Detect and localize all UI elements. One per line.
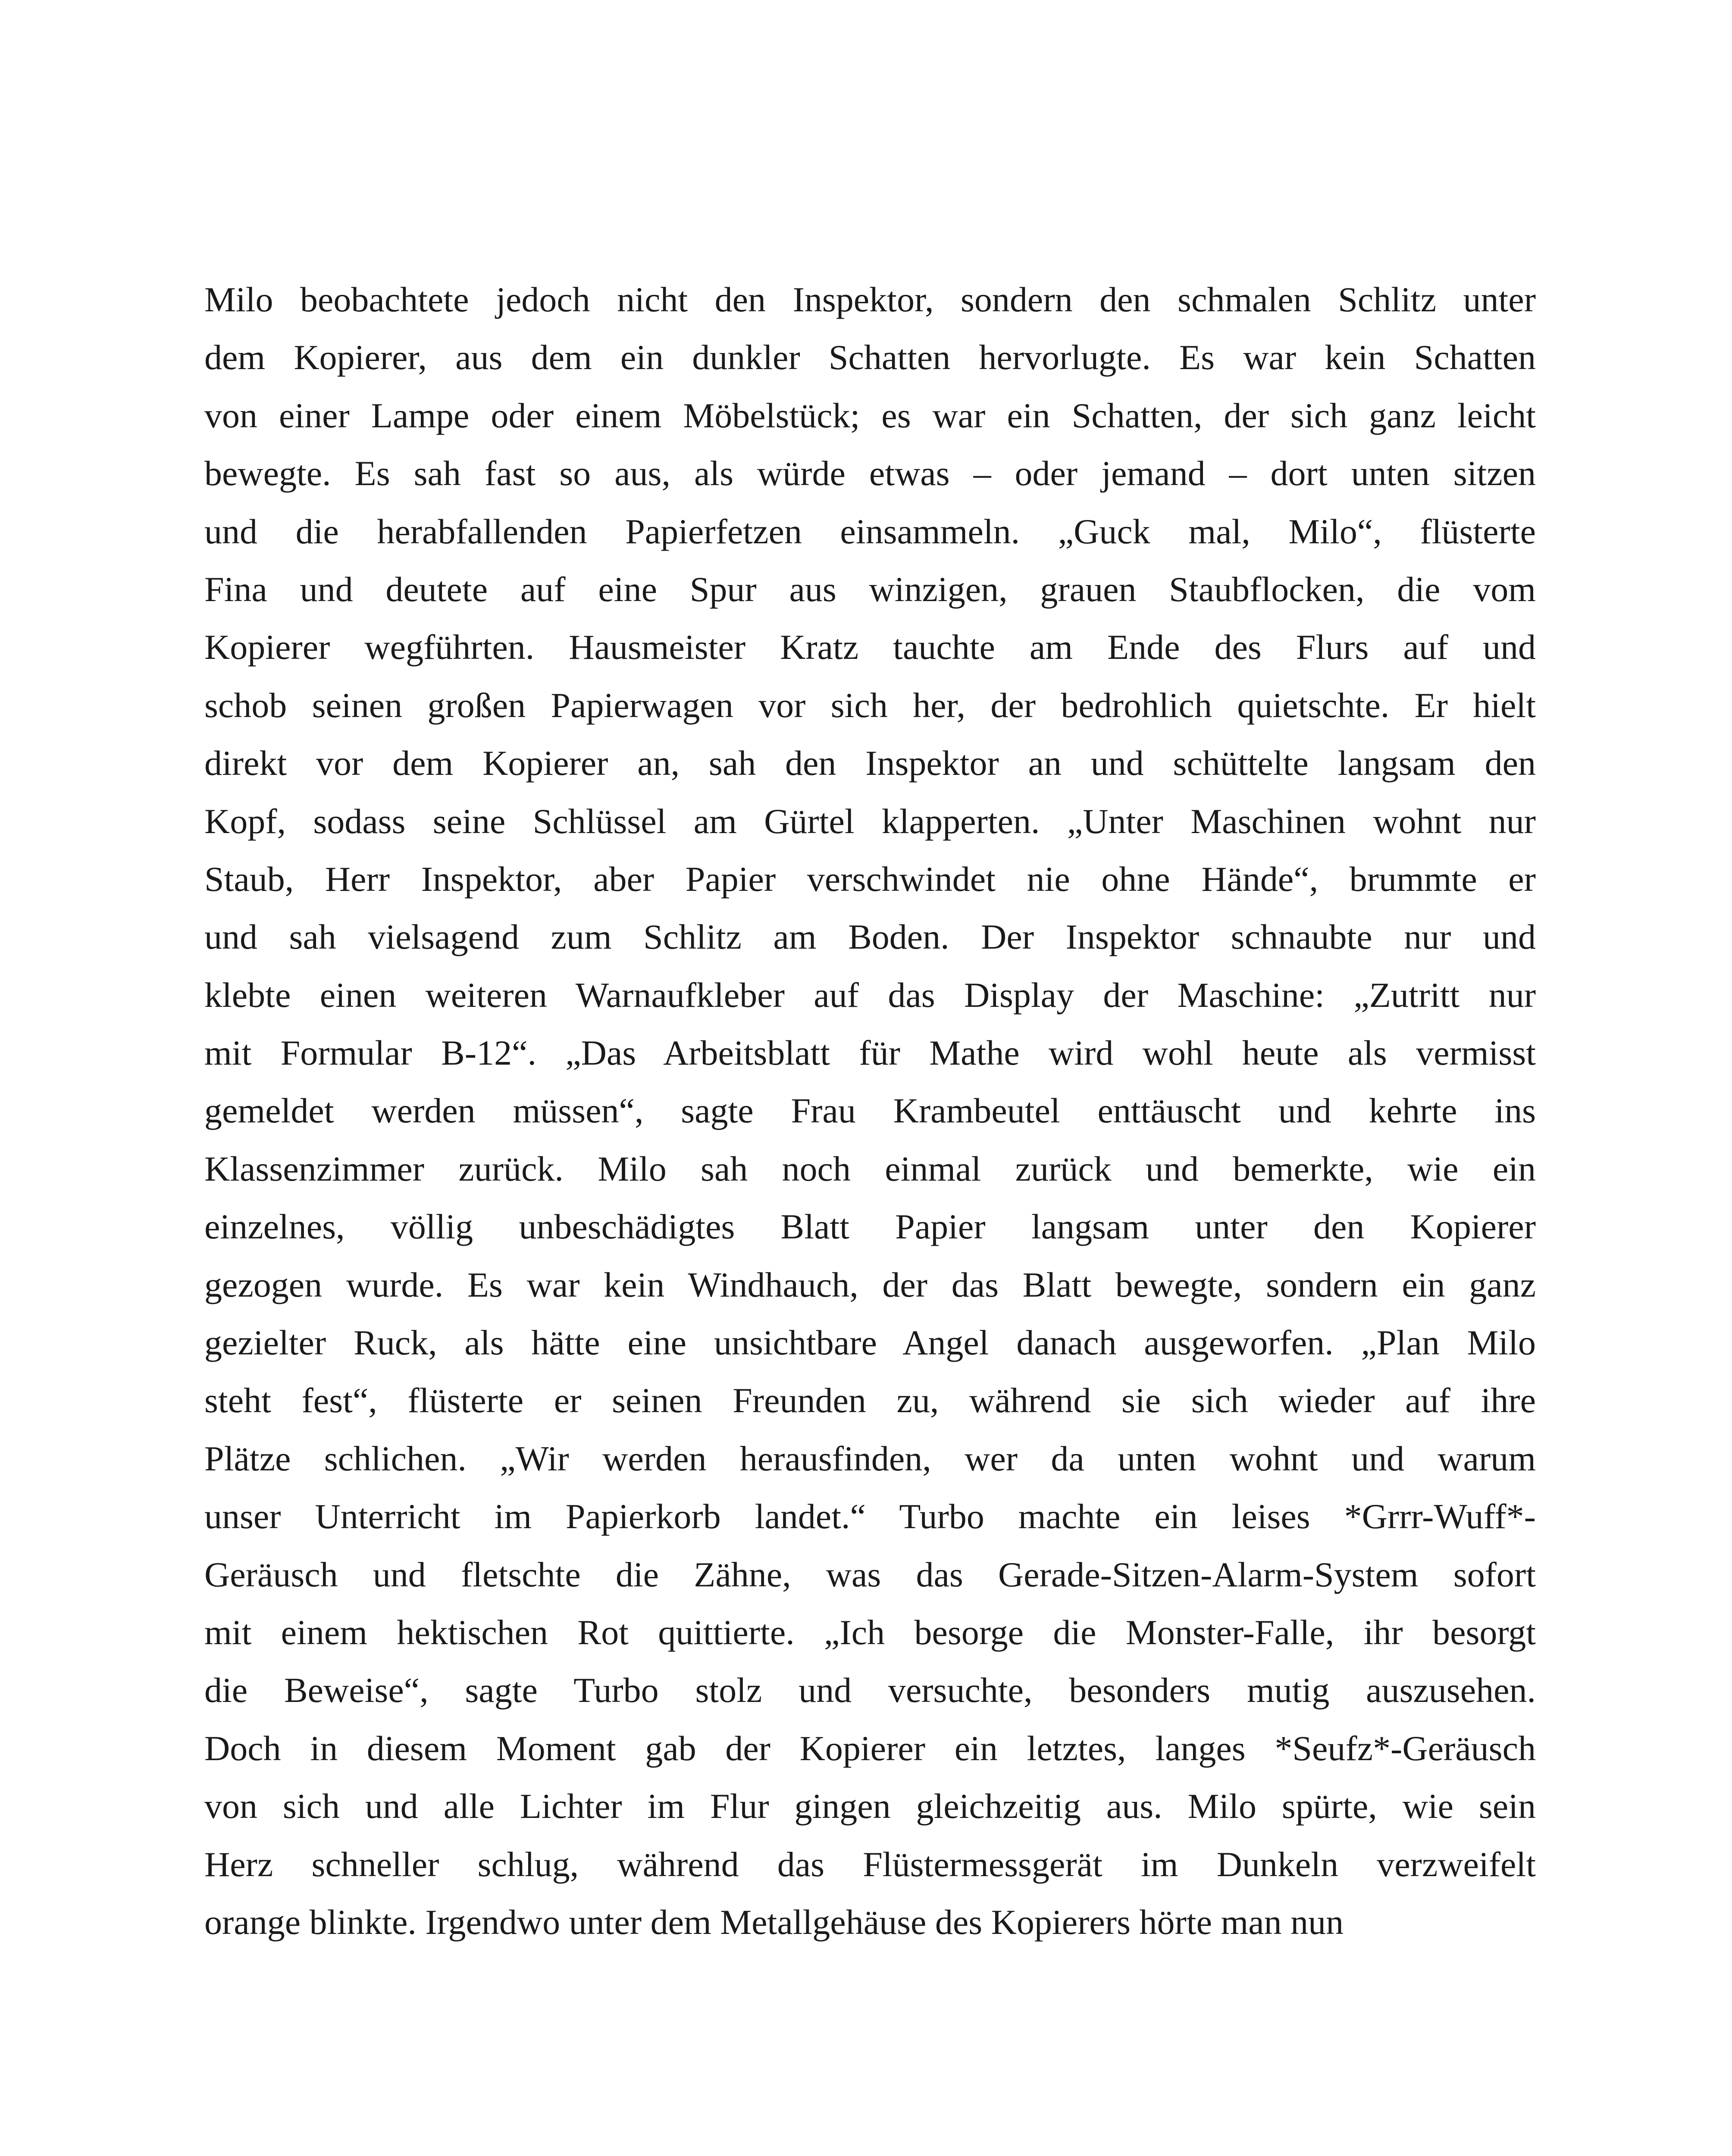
text-line: Kopf, sodass seine Schlüssel am Gürtel klapperten. „Unter Maschinen wohnt nur — [204, 801, 1536, 841]
text-line: Geräusch und fletschte die Zähne, was das Gerade-Sitzen-Alarm-System sofort — [204, 1554, 1536, 1594]
text-line: Herz schneller schlug, während das Flüstermessgerät im Dunkeln verzweifelt — [204, 1844, 1536, 1884]
text-line: gemeldet werden müssen“, sagte Frau Krambeutel enttäuscht und kehrte ins — [204, 1091, 1536, 1131]
text-line: gezogen wurde. Es war kein Windhauch, der das Blatt bewegte, sondern ein ganz — [204, 1265, 1536, 1304]
text-line: mit einem hektischen Rot quittierte. „Ich besorge die Monster-Falle, ihr besorgt — [204, 1612, 1536, 1652]
text-line: Fina und deutete auf eine Spur aus winzigen, grauen Staubflocken, die vom — [204, 569, 1536, 609]
text-line: von einer Lampe oder einem Möbelstück; es war ein Schatten, der sich ganz leicht — [204, 395, 1536, 435]
text-line: direkt vor dem Kopierer an, sah den Inspektor an und schüttelte langsam den — [204, 743, 1536, 783]
text-line: unser Unterricht im Papierkorb landet.“ Turbo machte ein leises *Grrr-Wuff*- — [204, 1497, 1536, 1536]
text-line: orange blinkte. Irgendwo unter dem Metallgehäuse des Kopierers hörte man nun — [204, 1902, 1344, 1942]
text-line: Milo beobachtete jedoch nicht den Inspektor, sondern den schmalen Schlitz unter — [204, 280, 1536, 319]
text-line: und die herabfallenden Papierfetzen einsammeln. „Guck mal, Milo“, flüsterte — [204, 511, 1536, 551]
text-line: gezielter Ruck, als hätte eine unsichtbare Angel danach ausgeworfen. „Plan Milo — [204, 1323, 1536, 1363]
text-line: klebte einen weiteren Warnaufkleber auf das Display der Maschine: „Zutritt nur — [204, 975, 1536, 1015]
text-line: schob seinen großen Papierwagen vor sich her, der bedrohlich quietschte. Er hielt — [204, 685, 1536, 725]
text-line: Plätze schlichen. „Wir werden herausfinden, wer da unten wohnt und warum — [204, 1438, 1536, 1478]
text-line: bewegte. Es sah fast so aus, als würde etwas – oder jemand – dort unten sitzen — [204, 454, 1536, 493]
text-line: steht fest“, flüsterte er seinen Freunden zu, während sie sich wieder auf ihre — [204, 1381, 1536, 1420]
text-line: die Beweise“, sagte Turbo stolz und versuchte, besonders mutig auszusehen. — [204, 1670, 1536, 1710]
text-line: mit Formular B-12“. „Das Arbeitsblatt für Mathe wird wohl heute als vermisst — [204, 1033, 1536, 1073]
text-line: einzelnes, völlig unbeschädigtes Blatt Papier langsam unter den Kopierer — [204, 1207, 1536, 1247]
body-paragraph — [204, 271, 1536, 1951]
text-line: und sah vielsagend zum Schlitz am Boden. Der Inspektor schnaubte nur und — [204, 917, 1536, 957]
text-line: von sich und alle Lichter im Flur gingen gleichzeitig aus. Milo spürte, wie sein — [204, 1786, 1536, 1826]
text-line: Klassenzimmer zurück. Milo sah noch einmal zurück und bemerkte, wie ein — [204, 1149, 1536, 1188]
text-line: dem Kopierer, aus dem ein dunkler Schatten hervorlugte. Es war kein Schatten — [204, 338, 1536, 377]
text-line: Staub, Herr Inspektor, aber Papier verschwindet nie ohne Hände“, brummte er — [204, 859, 1536, 899]
text-line: Doch in diesem Moment gab der Kopierer ein letztes, langes *Seufz*-Geräusch — [204, 1728, 1536, 1768]
text-line: Kopierer wegführten. Hausmeister Kratz tauchte am Ende des Flurs auf und — [204, 627, 1536, 667]
